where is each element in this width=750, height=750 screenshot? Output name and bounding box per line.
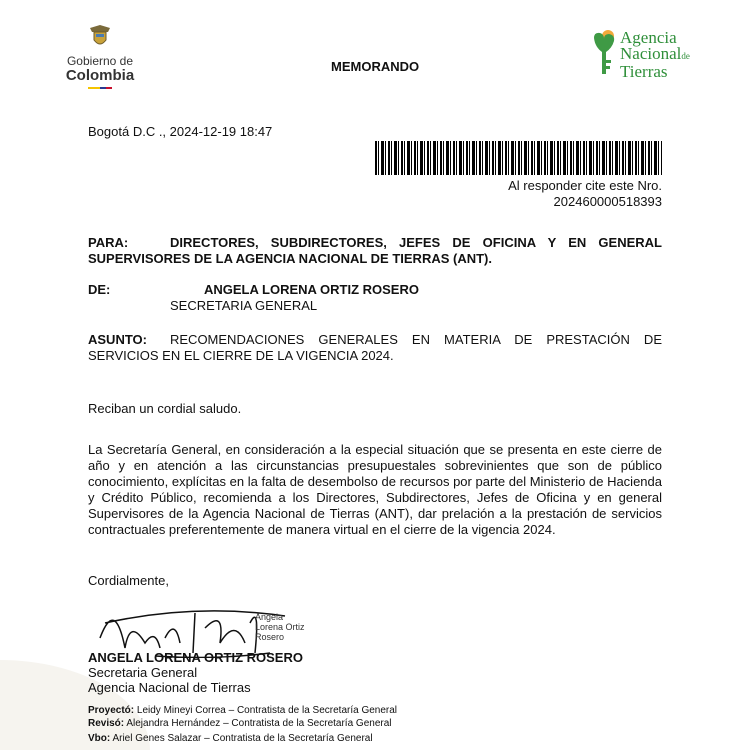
para-label: PARA: bbox=[88, 235, 129, 250]
body-paragraph: La Secretaría General, en consideración a la especial situación que se presenta en este cierre de año y en atención a las circunstancias presupuestales sobrevinientes que son de público conocimiento, explícitas en la falta de desembolso de recursos por parte del Ministerio de Hacienda y Crédito Público, recomienda a los Directores, Subdirectores, Jefes de Oficina y en general Supervisores de la Agencia Nacional de Tierras (ANT), dar prelación a la prestación de servicios contractuales preferentemente de manera virtual en el cierre de la vigencia 2024. bbox=[88, 442, 662, 537]
signature-block bbox=[88, 650, 303, 695]
credits bbox=[88, 705, 488, 746]
credit-text: Alejandra Hernández – Contratista de la Secretaría General bbox=[124, 717, 392, 729]
ant-logo-suffix: de bbox=[681, 51, 690, 61]
para-section bbox=[88, 235, 662, 267]
coat-of-arms-icon bbox=[87, 24, 113, 50]
signer-name: ANGELA LORENA ORTIZ ROSERO bbox=[88, 650, 303, 665]
credit-vbo bbox=[88, 733, 488, 746]
ant-logo bbox=[592, 30, 712, 80]
asunto-section bbox=[88, 332, 662, 364]
credit-text: Leidy Mineyi Correa – Contratista de la Secretaría General bbox=[134, 705, 398, 716]
credit-proyecto bbox=[88, 705, 488, 718]
citation-label: Al responder cite este Nro. bbox=[508, 178, 662, 193]
para-text: DIRECTORES, SUBDIRECTORES, JEFES DE OFICINA Y EN GENERAL SUPERVISORES DE LA AGENCIA NACIONAL DE TIERRAS (ANT). bbox=[88, 235, 662, 266]
de-role: SECRETARIA GENERAL bbox=[170, 298, 318, 313]
digital-signature-name: Angela Lorena Ortiz Rosero bbox=[255, 612, 305, 642]
ant-logo-line3: Tierras bbox=[620, 62, 668, 81]
credit-label: Revisó: bbox=[88, 717, 125, 729]
closing: Cordialmente, bbox=[88, 573, 169, 588]
ant-logo-line1: Agencia bbox=[620, 28, 677, 47]
flag-stripe bbox=[88, 87, 112, 89]
signer-org: Agencia Nacional de Tierras bbox=[88, 680, 251, 695]
asunto-label: ASUNTO: bbox=[88, 332, 147, 347]
barcode bbox=[375, 141, 662, 175]
credit-label: Vbo: bbox=[88, 733, 111, 744]
credit-label: Proyectó: bbox=[88, 705, 135, 716]
key-heart-icon bbox=[592, 30, 616, 76]
gov-logo-line1: Gobierno de bbox=[66, 54, 134, 68]
gov-logo-line2: Colombia bbox=[65, 67, 135, 84]
ant-logo-line2: Nacional bbox=[620, 44, 682, 63]
de-name: ANGELA LORENA ORTIZ ROSERO bbox=[204, 282, 419, 297]
signer-role: Secretaria General bbox=[88, 665, 198, 680]
document-title: MEMORANDO bbox=[331, 59, 420, 74]
gobierno-colombia-logo bbox=[60, 24, 140, 89]
credit-text: Ariel Genes Salazar – Contratista de la Secretaría General bbox=[110, 733, 373, 744]
citation-number: 202460000518393 bbox=[553, 194, 662, 209]
asunto-text: RECOMENDACIONES GENERALES EN MATERIA DE PRESTACIÓN DE SERVICIOS EN EL CIERRE DE LA VIGENCIA 2024. bbox=[88, 332, 662, 363]
greeting: Reciban un cordial saludo. bbox=[88, 401, 242, 416]
date-line: Bogotá D.C ., 2024-12-19 18:47 bbox=[88, 124, 273, 139]
credit-reviso bbox=[88, 718, 488, 731]
citation bbox=[462, 178, 662, 210]
de-section bbox=[88, 282, 419, 314]
de-label: DE: bbox=[88, 282, 111, 297]
